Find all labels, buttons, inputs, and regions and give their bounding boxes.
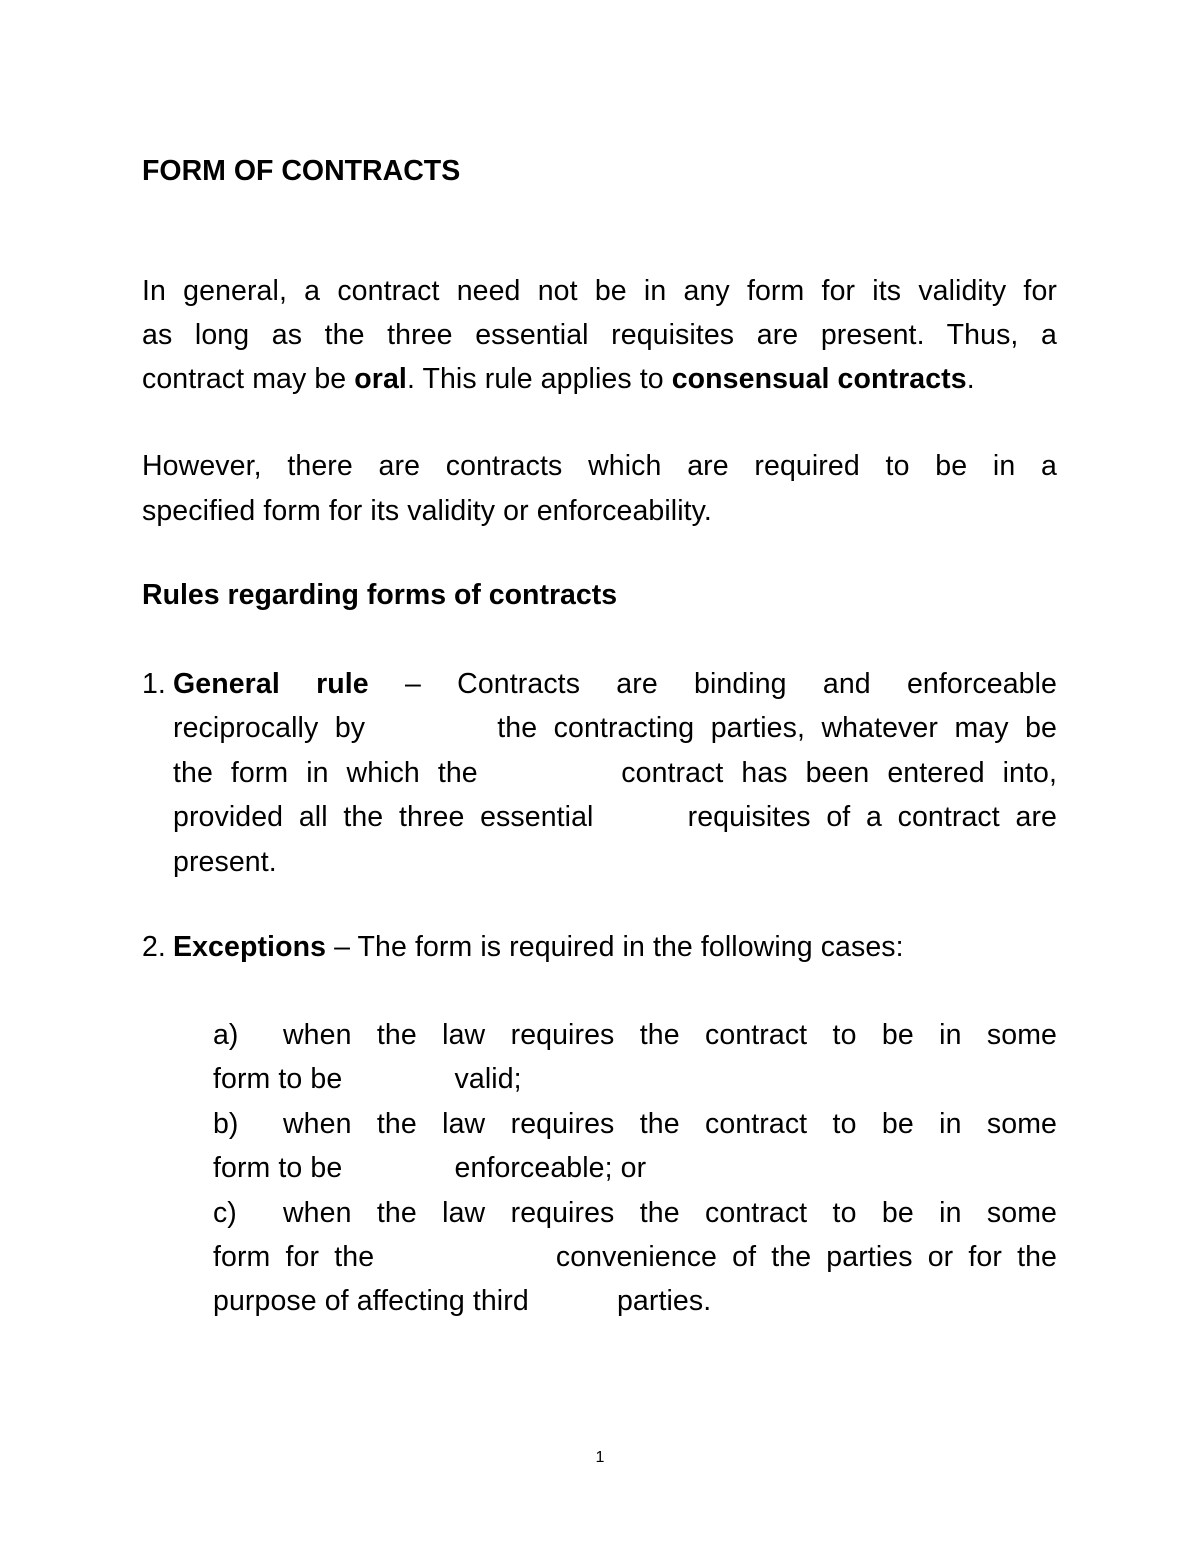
rule1-text: – Contracts are binding and enforceable — [368, 668, 1057, 700]
rule1-line4: provided all the three essential requisites of a contract are — [173, 801, 1057, 833]
para1-text: . — [966, 363, 975, 395]
exception-a-line2: form to be valid; — [213, 1063, 522, 1095]
general-rule-label: General rule — [173, 668, 369, 700]
page-number: 1 — [595, 1449, 605, 1466]
rule1-number: 1. — [142, 668, 166, 700]
exception-a-marker: a) — [213, 1019, 239, 1051]
exception-b-marker: b) — [213, 1108, 239, 1140]
para1-line1: In general, a contract need not be in any form for its validity for — [142, 275, 1057, 307]
consensual-contracts-term: consensual contracts — [671, 363, 967, 395]
rule1-line5: present. — [173, 846, 277, 878]
rule1-line1 — [173, 667, 1057, 701]
oral-term: oral — [354, 363, 407, 395]
exception-b-line2: form to be enforceable; or — [213, 1152, 647, 1184]
para1-text: . This rule applies to — [406, 363, 672, 395]
exception-c-line1: when the law requires the contract to be in some — [283, 1197, 1057, 1229]
para1-line3 — [142, 362, 975, 396]
para2-line1: However, there are contracts which are required to be in a — [142, 450, 1057, 482]
exception-a-line1: when the law requires the contract to be in some — [283, 1019, 1057, 1051]
para1-text: contract may be — [142, 363, 355, 395]
exception-c-line3: purpose of affecting third parties. — [213, 1285, 712, 1317]
exceptions-label: Exceptions — [173, 931, 327, 963]
document-title: FORM OF CONTRACTS — [142, 155, 461, 187]
exception-c-marker: c) — [213, 1197, 237, 1229]
rule2-number: 2. — [142, 931, 166, 963]
rule2-line1 — [173, 930, 904, 964]
para1-line2: as long as the three essential requisites are present. Thus, a — [142, 319, 1057, 351]
exception-c-line2: form for the convenience of the parties or for the — [213, 1241, 1057, 1273]
rules-heading: Rules regarding forms of contracts — [142, 579, 618, 611]
rule2-text: – The form is required in the following cases: — [326, 931, 904, 963]
para2-line2: specified form for its validity or enforceability. — [142, 495, 712, 527]
rule1-line3: the form in which the contract has been entered into, — [173, 757, 1057, 789]
exception-b-line1: when the law requires the contract to be in some — [283, 1108, 1057, 1140]
rule1-line2: reciprocally by the contracting parties, whatever may be — [173, 712, 1057, 744]
